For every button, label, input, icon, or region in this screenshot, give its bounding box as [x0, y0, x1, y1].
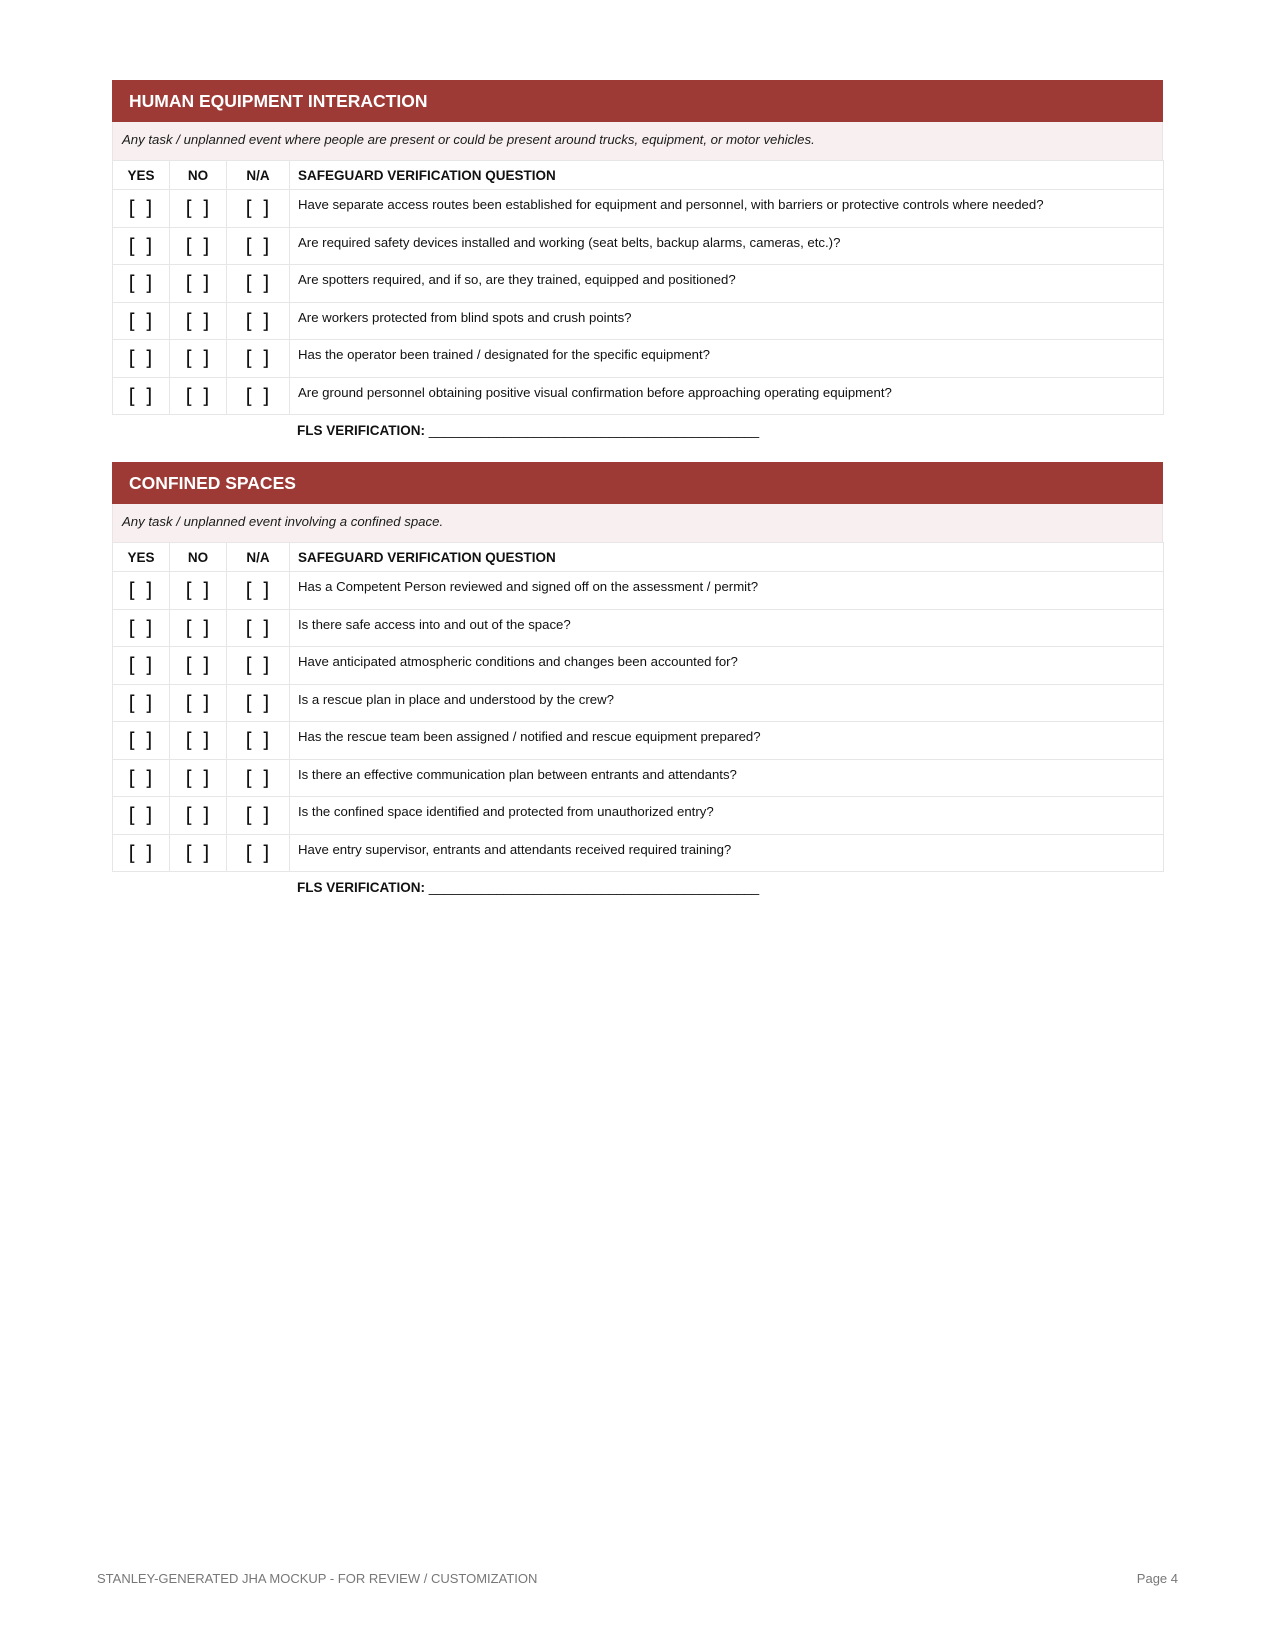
- table-row: [113, 265, 1164, 303]
- column-header-question: SAFEGUARD VERIFICATION QUESTION: [290, 161, 1164, 190]
- yes-checkbox[interactable]: [ ]: [113, 759, 170, 797]
- question-text: Is a rescue plan in place and understood by the crew?: [290, 684, 1164, 722]
- question-text: Are required safety devices installed and working (seat belts, backup alarms, cameras, etc.)?: [290, 227, 1164, 265]
- no-checkbox[interactable]: [ ]: [170, 647, 227, 685]
- na-checkbox[interactable]: [ ]: [227, 684, 290, 722]
- yes-checkbox[interactable]: [ ]: [113, 722, 170, 760]
- question-text: Are ground personnel obtaining positive visual confirmation before approaching operating equipment?: [290, 377, 1164, 415]
- table-header-row: [113, 161, 1164, 190]
- no-checkbox[interactable]: [ ]: [170, 684, 227, 722]
- table-row: [113, 227, 1164, 265]
- fls-verification-field[interactable]: ____________________________________________: [428, 423, 760, 438]
- question-text: Are workers protected from blind spots and crush points?: [290, 302, 1164, 340]
- question-text: Has the operator been trained / designated for the specific equipment?: [290, 340, 1164, 378]
- yes-checkbox[interactable]: [ ]: [113, 572, 170, 610]
- yes-checkbox[interactable]: [ ]: [113, 834, 170, 872]
- question-text: Is there an effective communication plan between entrants and attendants?: [290, 759, 1164, 797]
- no-checkbox[interactable]: [ ]: [170, 265, 227, 303]
- column-header-question: SAFEGUARD VERIFICATION QUESTION: [290, 543, 1164, 572]
- table-header-row: [113, 543, 1164, 572]
- question-text: Have separate access routes been established for equipment and personnel, with barriers or protective controls where needed?: [290, 190, 1164, 228]
- section-confined-spaces: [112, 462, 1163, 895]
- na-checkbox[interactable]: [ ]: [227, 302, 290, 340]
- na-checkbox[interactable]: [ ]: [227, 190, 290, 228]
- fls-verification-label: FLS VERIFICATION:: [297, 423, 425, 438]
- na-checkbox[interactable]: [ ]: [227, 759, 290, 797]
- column-header-no: NO: [170, 543, 227, 572]
- na-checkbox[interactable]: [ ]: [227, 227, 290, 265]
- no-checkbox[interactable]: [ ]: [170, 722, 227, 760]
- page-number: Page 4: [1136, 1571, 1178, 1586]
- checklist-table: [112, 160, 1164, 415]
- section-title: CONFINED SPACES: [112, 462, 1163, 504]
- table-row: [113, 684, 1164, 722]
- na-checkbox[interactable]: [ ]: [227, 797, 290, 835]
- question-text: Has a Competent Person reviewed and signed off on the assessment / permit?: [290, 572, 1164, 610]
- yes-checkbox[interactable]: [ ]: [113, 265, 170, 303]
- na-checkbox[interactable]: [ ]: [227, 265, 290, 303]
- yes-checkbox[interactable]: [ ]: [113, 609, 170, 647]
- question-text: Has the rescue team been assigned / notified and rescue equipment prepared?: [290, 722, 1164, 760]
- question-text: Are spotters required, and if so, are they trained, equipped and positioned?: [290, 265, 1164, 303]
- no-checkbox[interactable]: [ ]: [170, 834, 227, 872]
- table-row: [113, 572, 1164, 610]
- yes-checkbox[interactable]: [ ]: [113, 340, 170, 378]
- section-description: Any task / unplanned event where people are present or could be present around trucks, equipment, or motor vehicles.: [112, 122, 1163, 160]
- table-row: [113, 759, 1164, 797]
- table-row: [113, 834, 1164, 872]
- yes-checkbox[interactable]: [ ]: [113, 377, 170, 415]
- table-row: [113, 722, 1164, 760]
- no-checkbox[interactable]: [ ]: [170, 302, 227, 340]
- section-description: Any task / unplanned event involving a confined space.: [112, 504, 1163, 542]
- column-header-na: N/A: [227, 161, 290, 190]
- yes-checkbox[interactable]: [ ]: [113, 797, 170, 835]
- fls-verification: [297, 880, 1163, 895]
- table-row: [113, 609, 1164, 647]
- question-text: Is there safe access into and out of the space?: [290, 609, 1164, 647]
- table-row: [113, 377, 1164, 415]
- table-row: [113, 340, 1164, 378]
- no-checkbox[interactable]: [ ]: [170, 759, 227, 797]
- question-text: Have anticipated atmospheric conditions and changes been accounted for?: [290, 647, 1164, 685]
- column-header-na: N/A: [227, 543, 290, 572]
- yes-checkbox[interactable]: [ ]: [113, 302, 170, 340]
- yes-checkbox[interactable]: [ ]: [113, 190, 170, 228]
- no-checkbox[interactable]: [ ]: [170, 340, 227, 378]
- no-checkbox[interactable]: [ ]: [170, 227, 227, 265]
- yes-checkbox[interactable]: [ ]: [113, 647, 170, 685]
- section-title: HUMAN EQUIPMENT INTERACTION: [112, 80, 1163, 122]
- column-header-yes: YES: [113, 543, 170, 572]
- na-checkbox[interactable]: [ ]: [227, 834, 290, 872]
- no-checkbox[interactable]: [ ]: [170, 797, 227, 835]
- fls-verification: [297, 423, 1163, 438]
- na-checkbox[interactable]: [ ]: [227, 377, 290, 415]
- table-row: [113, 302, 1164, 340]
- column-header-yes: YES: [113, 161, 170, 190]
- section-human-equipment-interaction: [112, 80, 1163, 438]
- na-checkbox[interactable]: [ ]: [227, 647, 290, 685]
- footer-note: STANLEY-GENERATED JHA MOCKUP - FOR REVIEW / CUSTOMIZATION: [97, 1571, 538, 1586]
- fls-verification-label: FLS VERIFICATION:: [297, 880, 425, 895]
- yes-checkbox[interactable]: [ ]: [113, 227, 170, 265]
- checklist-table: [112, 542, 1164, 872]
- table-row: [113, 190, 1164, 228]
- na-checkbox[interactable]: [ ]: [227, 340, 290, 378]
- column-header-no: NO: [170, 161, 227, 190]
- yes-checkbox[interactable]: [ ]: [113, 684, 170, 722]
- table-row: [113, 647, 1164, 685]
- no-checkbox[interactable]: [ ]: [170, 377, 227, 415]
- na-checkbox[interactable]: [ ]: [227, 609, 290, 647]
- question-text: Is the confined space identified and protected from unauthorized entry?: [290, 797, 1164, 835]
- no-checkbox[interactable]: [ ]: [170, 190, 227, 228]
- na-checkbox[interactable]: [ ]: [227, 572, 290, 610]
- table-row: [113, 797, 1164, 835]
- question-text: Have entry supervisor, entrants and attendants received required training?: [290, 834, 1164, 872]
- no-checkbox[interactable]: [ ]: [170, 572, 227, 610]
- na-checkbox[interactable]: [ ]: [227, 722, 290, 760]
- fls-verification-field[interactable]: ____________________________________________: [428, 880, 760, 895]
- no-checkbox[interactable]: [ ]: [170, 609, 227, 647]
